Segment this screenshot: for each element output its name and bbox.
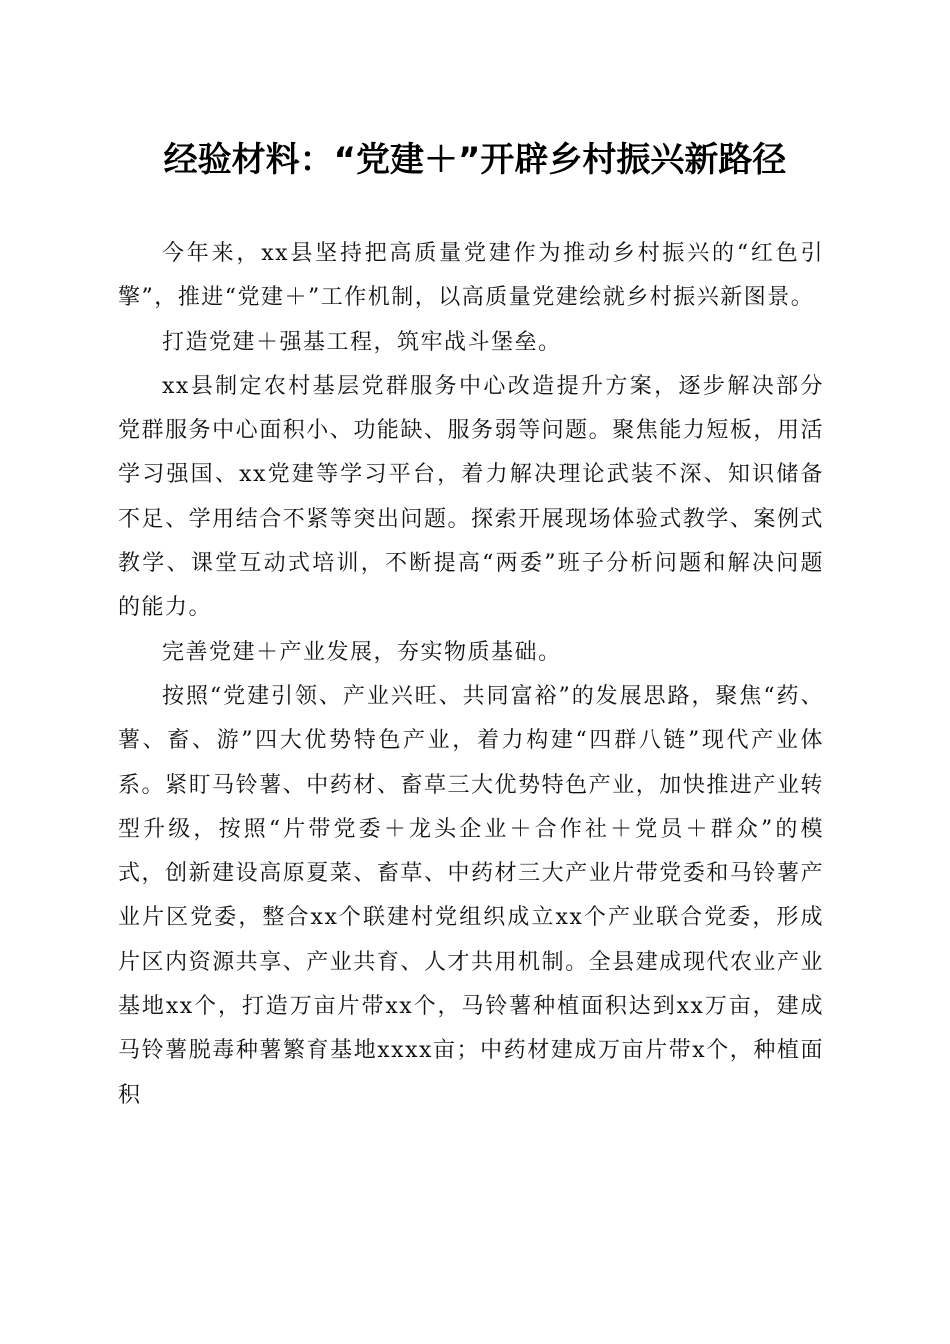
paragraph-industry: 按照“党建引领、产业兴旺、共同富裕”的发展思路，聚焦“药、薯、畜、游”四大优势特色产业，着力构建“四群八链”现代产业体系。紧盯马铃薯、中药材、畜草三大优势特色产业，加快推进产业转型升级，按照“片带党委＋龙头企业＋合作社＋党员＋群众”的模式，创新建设高原夏菜、畜草、中药材三大产业片带党委和马铃薯产业片区党委，整合xx个联建村党组织成立xx个产业联合党委，形成片区内资源共享、产业共育、人才共用机制。全县建成现代农业产业基地xx个，打造万亩片带xx个，马铃薯种植面积达到xx万亩，建成马铃薯脱毒种薯繁育基地xxxx亩；中药材建成万亩片带x个，种植面积 [118,683,824,1108]
document-body [118,232,824,1118]
document-title: 经验材料：“党建＋”开辟乡村振兴新路径 [163,140,787,180]
paragraph-strong-base: xx县制定农村基层党群服务中心改造提升方案，逐步解决部分党群服务中心面积小、功能缺、服务弱等问题。聚焦能力短板，用活学习强国、xx党建等学习平台，着力解决理论武装不深、知识储备不足、学用结合不紧等突出问题。探索开展现场体验式教学、案例式教学、课堂互动式培训，不断提高“两委”班子分析问题和解决问题的能力。 [118,373,824,621]
paragraph-intro: 今年来，xx县坚持把高质量党建作为推动乡村振兴的“红色引擎”，推进“党建＋”工作机制，以高质量党建绘就乡村振兴新图景。 [118,241,824,311]
paragraph-heading-industry: 完善党建＋产业发展，夯实物质基础。 [162,639,562,665]
paragraph-heading-strong-base: 打造党建＋强基工程，筑牢战斗堡垒。 [162,329,562,355]
